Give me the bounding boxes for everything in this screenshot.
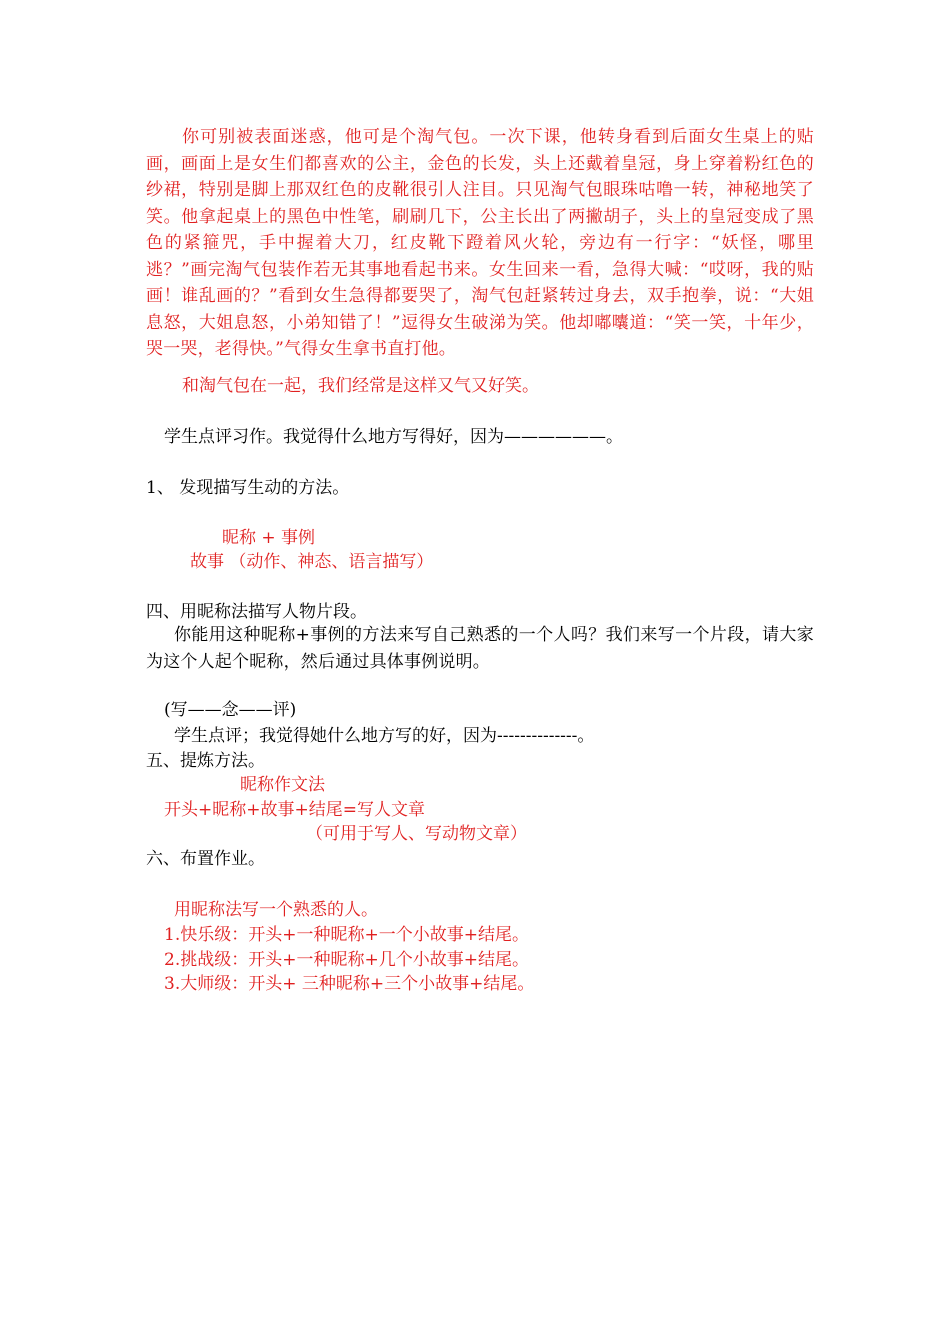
story-closing: 和淘气包在一起，我们经常是这样又气又好笑。: [182, 376, 539, 396]
section-1-title: 1、 发现描写生动的方法。: [146, 478, 350, 498]
formula-story-description: 故事 （动作、神态、语言描写）: [190, 552, 434, 572]
section-4-steps: (写——念——评): [164, 700, 297, 720]
method-formula: 开头+昵称+故事+结尾=写人文章: [164, 800, 425, 820]
homework-level-2: 2.挑战级：开头+一种昵称+几个小故事+结尾。: [164, 950, 529, 970]
method-note: （可用于写人、写动物文章）: [306, 824, 527, 844]
student-comment-2: 学生点评；我觉得她什么地方写的好，因为--------------。: [174, 726, 595, 746]
student-comment-1: 学生点评习作。我觉得什么地方写得好，因为——————。: [164, 427, 623, 447]
section-4-title: 四、用昵称法描写人物片段。: [146, 602, 367, 622]
homework-task: 用昵称法写一个熟悉的人。: [174, 900, 378, 920]
formula-nickname-example: 昵称 + 事例: [222, 528, 316, 548]
method-name: 昵称作文法: [240, 775, 325, 795]
story-paragraph: 你可别被表面迷惑，他可是个淘气包。一次下课，他转身看到后面女生桌上的贴画，画面上是女生们都喜欢的公主，金色的长发，头上还戴着皇冠，身上穿着粉红色的纱裙，特别是脚上那双红色的皮靴很引人注目。只见淘气包眼珠咕噜一转，神秘地笑了笑。他拿起桌上的黑色中性笔，刷刷几下，公主长出了两撇胡子，头上的皇冠变成了黑色的紧箍咒，手中握着大刀，红皮靴下蹬着风火轮，旁边有一行字：“妖怪，哪里逃？”画完淘气包装作若无其事地看起书来。女生回来一看，急得大喊：“哎呀，我的贴画！谁乱画的？”看到女生急得都要哭了，淘气包赶紧转过身去，双手抱拳，说：“大姐息怒，大姐息怒，小弟知错了！”逗得女生破涕为笑。他却嘟囔道：“笑一笑，十年少，哭一哭，老得快。”气得女生拿书直打他。: [146, 127, 814, 359]
section-5-title: 五、提炼方法。: [146, 751, 265, 771]
homework-level-1: 1.快乐级：开头+一种昵称+一个小故事+结尾。: [164, 925, 529, 945]
section-4-body: 你能用这种昵称+事例的方法来写自己熟悉的一个人吗？我们来写一个片段，请大家为这个人起个昵称，然后通过具体事例说明。: [146, 625, 814, 672]
homework-level-3: 3.大师级：开头+ 三种昵称+三个小故事+结尾。: [164, 974, 535, 994]
section-6-title: 六、布置作业。: [146, 849, 265, 869]
